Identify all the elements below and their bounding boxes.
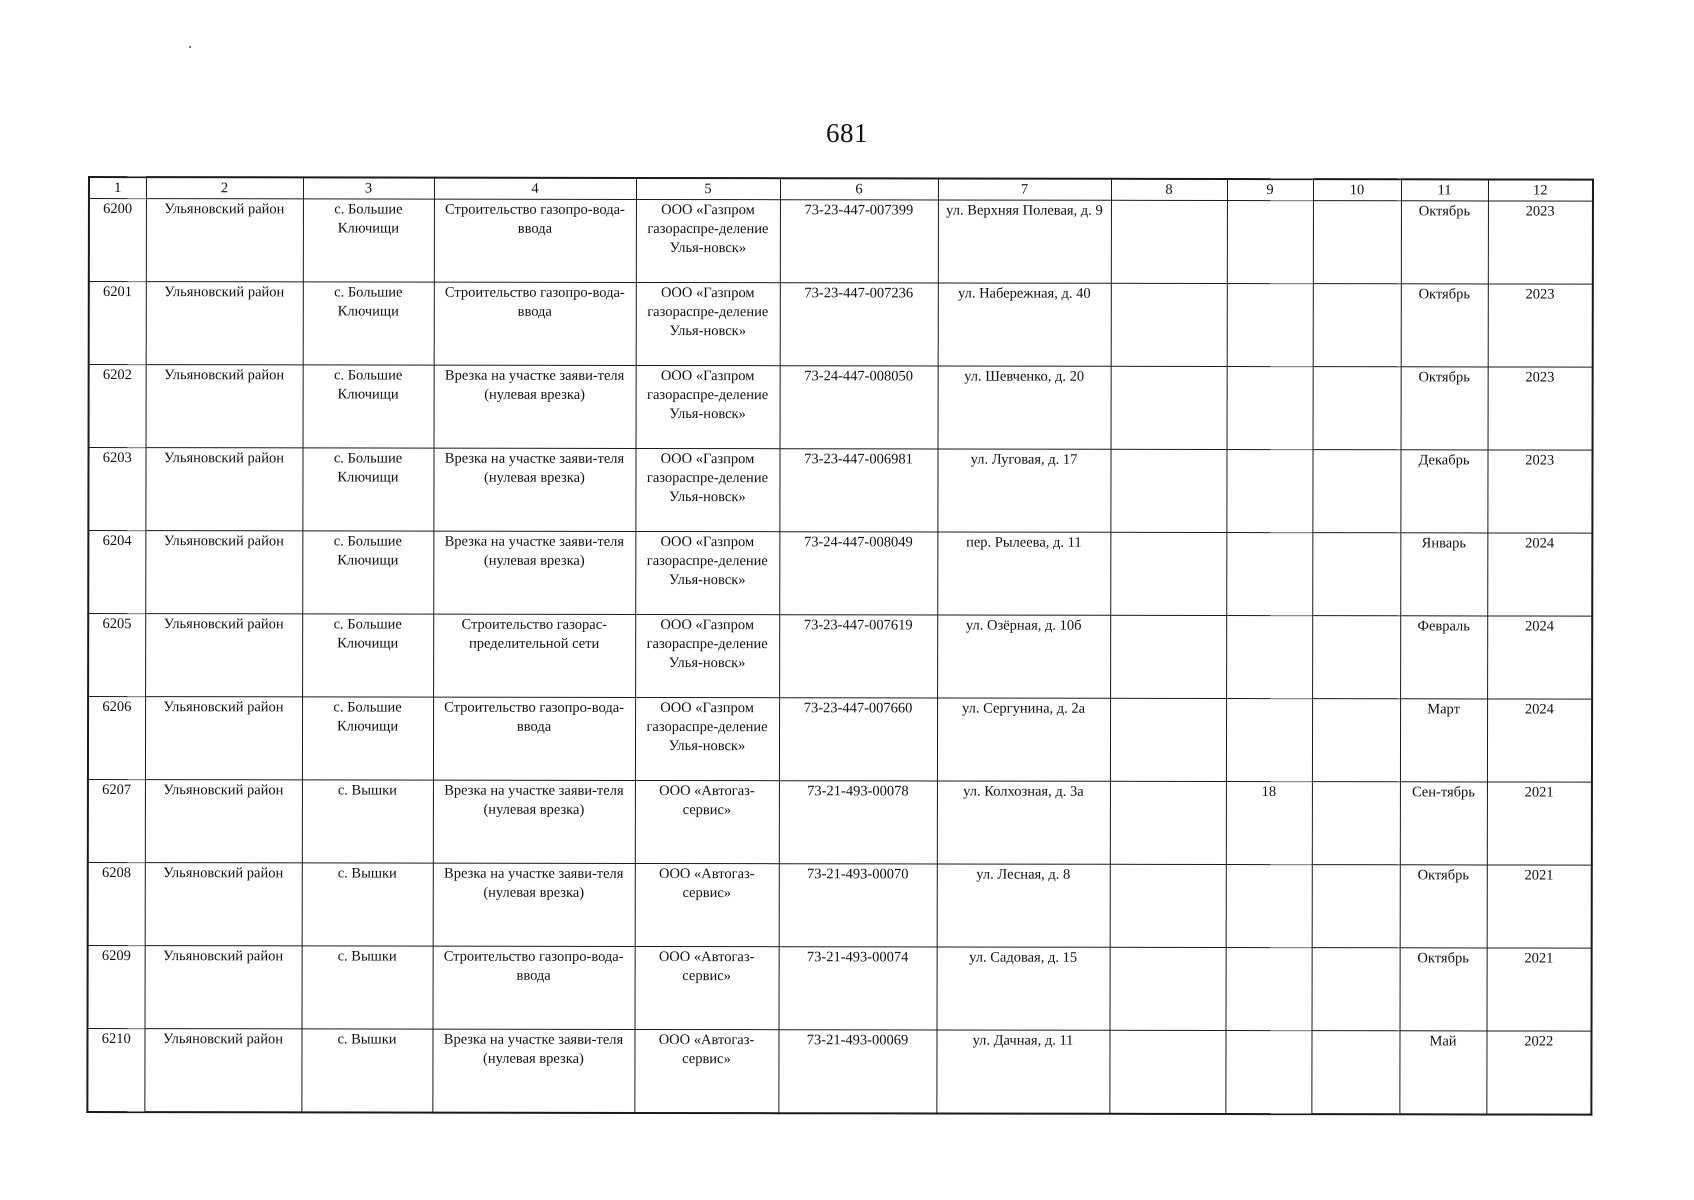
address-cell: ул. Озёрная, д. 10б	[937, 615, 1110, 698]
column-number: 12	[1488, 179, 1593, 201]
row-number-cell: 6201	[89, 282, 146, 365]
column-9-cell	[1226, 864, 1312, 947]
month-cell: Март	[1400, 699, 1487, 782]
district-cell: Ульяновский район	[146, 282, 303, 365]
month-cell: Октябрь	[1400, 948, 1487, 1031]
address-cell: ул. Дачная, д. 11	[936, 1030, 1109, 1114]
organization-cell: ООО «Автогаз-сервис»	[635, 863, 779, 946]
column-number: 4	[434, 178, 636, 200]
column-10-cell	[1313, 367, 1401, 450]
column-8-cell	[1110, 781, 1226, 864]
year-cell: 2023	[1487, 450, 1592, 533]
column-10-cell	[1312, 699, 1400, 782]
column-number: 8	[1111, 179, 1227, 201]
year-cell: 2023	[1488, 367, 1593, 450]
work-type-cell: Врезка на участке заяви-теля (нулевая врезка)	[434, 365, 636, 448]
table-row	[87, 1029, 1591, 1115]
work-type-cell: Врезка на участке заяви-теля (нулевая врезка)	[432, 1029, 634, 1113]
column-number: 11	[1401, 179, 1488, 201]
settlement-cell: с. Вышки	[302, 946, 433, 1029]
work-type-cell: Строительство газорас-пределительной сети	[433, 614, 635, 697]
column-number: 1	[89, 177, 146, 199]
table-row	[89, 282, 1593, 368]
work-type-cell: Врезка на участке заяви-теля (нулевая врезка)	[433, 448, 635, 531]
row-number-cell: 6203	[88, 448, 145, 531]
cadastral-code-cell: 73-23-447-007236	[780, 283, 938, 366]
cadastral-code-cell: 73-23-447-007399	[780, 200, 938, 283]
row-number-cell: 6206	[88, 697, 145, 780]
month-cell: Сен-тябрь	[1400, 782, 1487, 865]
address-cell: ул. Сергунина, д. 2а	[937, 698, 1110, 781]
column-9-cell	[1225, 1030, 1311, 1114]
scan-speck	[189, 46, 191, 48]
column-9-cell: 18	[1226, 781, 1312, 864]
work-type-cell: Строительство газопро-вода-ввода	[434, 199, 636, 282]
column-10-cell	[1312, 616, 1400, 699]
column-8-cell	[1110, 864, 1226, 947]
work-type-cell: Строительство газопро-вода-ввода	[433, 697, 635, 780]
row-number-cell: 6200	[89, 199, 146, 282]
year-cell: 2021	[1487, 865, 1592, 948]
work-type-cell: Строительство газопро-вода-ввода	[434, 282, 636, 365]
column-9-cell	[1226, 698, 1312, 781]
cadastral-code-cell: 73-21-493-00078	[779, 781, 937, 864]
table-row	[88, 614, 1592, 700]
organization-cell: ООО «Автогаз-сервис»	[635, 780, 779, 863]
column-8-cell	[1110, 947, 1226, 1030]
settlement-cell: с. Большие Ключищи	[302, 614, 433, 697]
cadastral-code-cell: 73-23-447-006981	[779, 449, 937, 532]
organization-cell: ООО «Автогаз-сервис»	[634, 1029, 778, 1113]
month-cell: Октябрь	[1401, 201, 1488, 284]
month-cell: Октябрь	[1400, 865, 1487, 948]
column-10-cell	[1312, 450, 1400, 533]
settlement-cell: с. Большие Ключищи	[303, 365, 434, 448]
organization-cell: ООО «Газпром газораспре-деление Улья-новск»	[635, 697, 779, 780]
column-10-cell	[1312, 865, 1400, 948]
year-cell: 2021	[1487, 948, 1592, 1031]
column-number: 2	[146, 177, 303, 199]
month-cell: Январь	[1400, 533, 1487, 616]
cadastral-code-cell: 73-24-447-008049	[779, 532, 937, 615]
column-8-cell	[1110, 698, 1226, 781]
month-cell: Октябрь	[1401, 284, 1488, 367]
row-number-cell: 6210	[87, 1029, 144, 1113]
column-10-cell	[1311, 1031, 1399, 1115]
organization-cell: ООО «Газпром газораспре-деление Улья-новск»	[636, 365, 780, 448]
address-cell: ул. Набережная, д. 40	[938, 283, 1111, 366]
column-number-row	[89, 177, 1593, 201]
organization-cell: ООО «Газпром газораспре-деление Улья-новск»	[636, 199, 780, 282]
row-number-cell: 6209	[88, 946, 145, 1029]
registry-sheet	[86, 176, 1592, 1107]
table-row	[89, 199, 1593, 285]
settlement-cell: с. Большие Ключищи	[302, 531, 433, 614]
address-cell: ул. Шевченко, д. 20	[938, 366, 1111, 449]
column-8-cell	[1111, 283, 1227, 366]
district-cell: Ульяновский район	[145, 531, 302, 614]
month-cell: Май	[1399, 1031, 1486, 1115]
district-cell: Ульяновский район	[145, 697, 302, 780]
month-cell: Декабрь	[1400, 450, 1487, 533]
cadastral-code-cell: 73-21-493-00069	[778, 1030, 936, 1114]
table-row	[88, 863, 1592, 949]
column-9-cell	[1227, 366, 1313, 449]
settlement-cell: с. Большие Ключищи	[303, 282, 434, 365]
year-cell: 2024	[1487, 533, 1592, 616]
page-number: 681	[826, 118, 868, 148]
address-cell: пер. Рылеева, д. 11	[937, 532, 1110, 615]
organization-cell: ООО «Газпром газораспре-деление Улья-новск»	[635, 614, 779, 697]
row-number-cell: 6208	[88, 863, 145, 946]
column-10-cell	[1312, 782, 1400, 865]
settlement-cell: с. Вышки	[302, 780, 433, 863]
column-8-cell	[1111, 200, 1227, 283]
address-cell: ул. Садовая, д. 15	[937, 947, 1110, 1030]
table-row	[88, 531, 1592, 617]
cadastral-code-cell: 73-24-447-008050	[780, 366, 938, 449]
column-8-cell	[1111, 366, 1227, 449]
column-9-cell	[1227, 200, 1313, 283]
year-cell: 2023	[1488, 201, 1593, 284]
year-cell: 2024	[1487, 699, 1592, 782]
column-9-cell	[1226, 532, 1312, 615]
organization-cell: ООО «Газпром газораспре-деление Улья-новск»	[635, 448, 779, 531]
settlement-cell: с. Вышки	[301, 1029, 432, 1113]
month-cell: Февраль	[1400, 616, 1487, 699]
year-cell: 2024	[1487, 616, 1592, 699]
table-row	[88, 780, 1592, 866]
column-number: 6	[780, 178, 938, 200]
cadastral-code-cell: 73-21-493-00074	[779, 947, 937, 1030]
column-number: 7	[938, 178, 1111, 200]
table-row	[89, 365, 1593, 451]
column-9-cell	[1226, 449, 1312, 532]
address-cell: ул. Луговая, д. 17	[937, 449, 1110, 532]
column-number: 3	[303, 177, 434, 199]
year-cell: 2023	[1488, 284, 1593, 367]
column-number: 9	[1227, 179, 1313, 201]
address-cell: ул. Лесная, д. 8	[937, 864, 1110, 947]
work-type-cell: Врезка на участке заяви-теля (нулевая врезка)	[433, 780, 635, 863]
organization-cell: ООО «Автогаз-сервис»	[635, 946, 779, 1029]
district-cell: Ульяновский район	[146, 199, 303, 282]
column-10-cell	[1312, 533, 1400, 616]
column-10-cell	[1313, 201, 1401, 284]
year-cell: 2021	[1487, 782, 1592, 865]
row-number-cell: 6205	[88, 614, 145, 697]
column-8-cell	[1110, 532, 1226, 615]
column-9-cell	[1226, 947, 1312, 1030]
district-cell: Ульяновский район	[145, 614, 302, 697]
settlement-cell: с. Вышки	[302, 863, 433, 946]
district-cell: Ульяновский район	[145, 946, 302, 1029]
month-cell: Октябрь	[1401, 367, 1488, 450]
table-row	[88, 448, 1592, 534]
address-cell: ул. Колхозная, д. 3а	[937, 781, 1110, 864]
registry-table	[86, 176, 1594, 1116]
district-cell: Ульяновский район	[146, 365, 303, 448]
organization-cell: ООО «Газпром газораспре-деление Улья-новск»	[636, 282, 780, 365]
address-cell: ул. Верхняя Полевая, д. 9	[938, 200, 1111, 283]
table-row	[88, 946, 1592, 1032]
column-number: 5	[636, 178, 780, 200]
table-row	[88, 697, 1592, 783]
district-cell: Ульяновский район	[144, 1029, 301, 1113]
row-number-cell: 6207	[88, 780, 145, 863]
district-cell: Ульяновский район	[145, 863, 302, 946]
column-10-cell	[1312, 948, 1400, 1031]
column-8-cell	[1110, 449, 1226, 532]
work-type-cell: Врезка на участке заяви-теля (нулевая врезка)	[433, 531, 635, 614]
column-9-cell	[1227, 283, 1313, 366]
column-9-cell	[1226, 615, 1312, 698]
work-type-cell: Строительство газопро-вода-ввода	[433, 946, 635, 1029]
cadastral-code-cell: 73-21-493-00070	[779, 864, 937, 947]
cadastral-code-cell: 73-23-447-007660	[779, 698, 937, 781]
column-10-cell	[1313, 284, 1401, 367]
work-type-cell: Врезка на участке заяви-теля (нулевая врезка)	[433, 863, 635, 946]
registry-body	[87, 177, 1593, 1115]
row-number-cell: 6202	[89, 365, 146, 448]
column-8-cell	[1110, 615, 1226, 698]
year-cell: 2022	[1486, 1031, 1591, 1115]
settlement-cell: с. Большие Ключищи	[302, 448, 433, 531]
cadastral-code-cell: 73-23-447-007619	[779, 615, 937, 698]
column-8-cell	[1109, 1030, 1225, 1114]
row-number-cell: 6204	[88, 531, 145, 614]
column-number: 10	[1313, 179, 1401, 201]
organization-cell: ООО «Газпром газораспре-деление Улья-новск»	[635, 531, 779, 614]
district-cell: Ульяновский район	[145, 780, 302, 863]
settlement-cell: с. Большие Ключищи	[302, 697, 433, 780]
settlement-cell: с. Большие Ключищи	[303, 199, 434, 282]
district-cell: Ульяновский район	[145, 448, 302, 531]
